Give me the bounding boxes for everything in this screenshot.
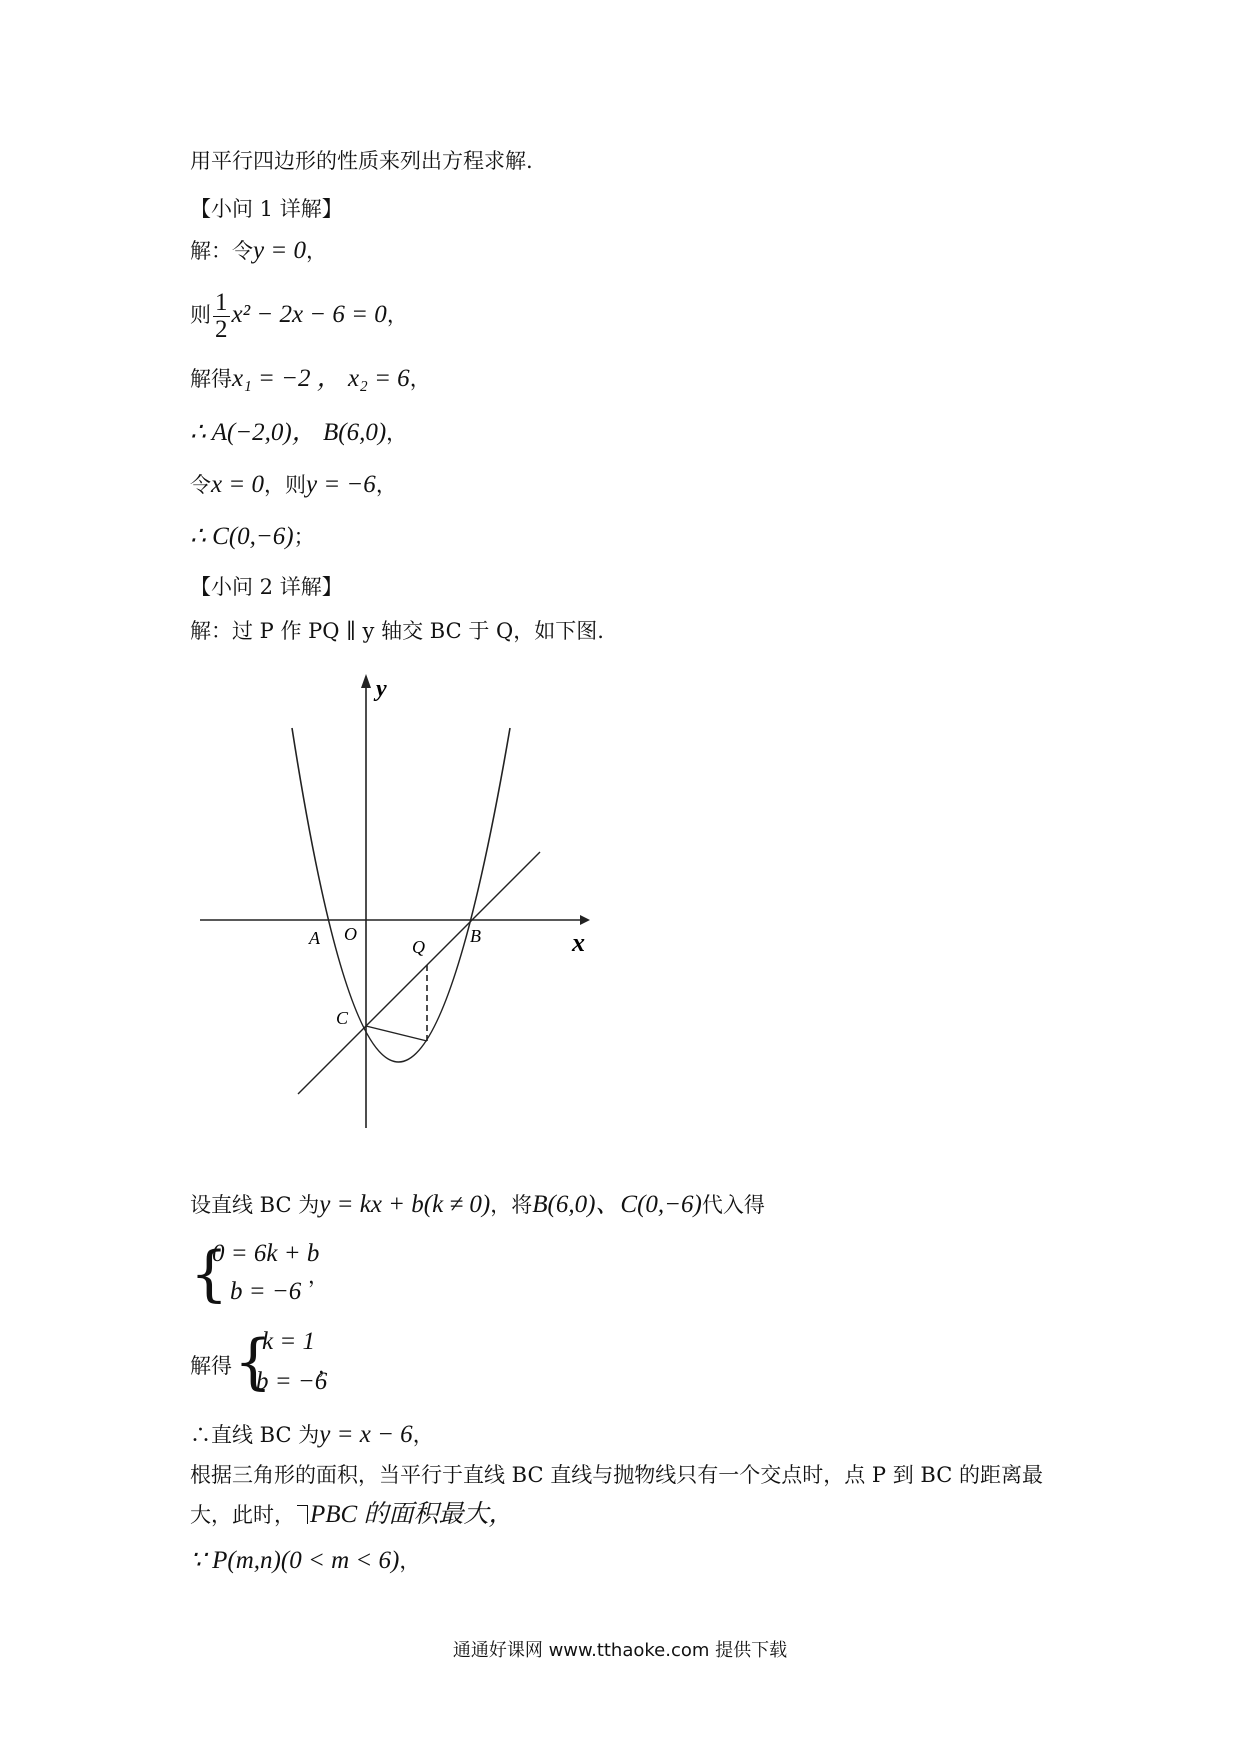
text-line: ∴ C(0,−6)； bbox=[190, 523, 315, 550]
equation-system-2: 解得 { k = 1 b = −6 ， bbox=[190, 1327, 339, 1397]
triangle-symbol bbox=[297, 1505, 308, 1524]
text-line: 解：令y = 0， bbox=[190, 237, 327, 264]
point-a-label: A bbox=[309, 928, 320, 948]
text-line: 用平行四边形的性质来列出方程求解. bbox=[190, 149, 533, 173]
line-bc bbox=[298, 852, 540, 1094]
y-axis-arrow bbox=[361, 674, 371, 688]
text-line: 令x = 0，则y = −6， bbox=[190, 471, 397, 498]
text-line: 根据三角形的面积，当平行于直线 BC 直线与抛物线只有一个交点时，点 P 到 BC 的距离最 bbox=[190, 1463, 1043, 1487]
x-axis-label: x bbox=[572, 928, 585, 957]
text-line: 解：过 P 作 PQ ∥ y 轴交 BC 于 Q，如下图. bbox=[190, 619, 604, 643]
equation-line: 则 $\frac{1}{2}$ x² − 2x − 6 = 0， bbox=[190, 289, 408, 343]
equation-system-1: { 0 = 6k + b b = −6 ， bbox=[190, 1239, 329, 1309]
text-line: 解得x₁ = −2 ， x₂ = 6， bbox=[190, 365, 431, 392]
x-axis-arrow bbox=[580, 915, 590, 925]
point-b-label: B bbox=[470, 926, 481, 946]
section-heading-1: 【小问 1 详解】 bbox=[190, 197, 343, 221]
text-line: 设直线 BC 为y = kx + b(k ≠ 0)，将B(6,0)、C(0,−6)代入得 bbox=[190, 1191, 765, 1218]
text-line: ∴ A(−2,0)， B(6,0)， bbox=[190, 419, 408, 446]
y-axis-label: y bbox=[376, 676, 387, 702]
page-footer: 通通好课网 www.tthaoke.com 提供下载 bbox=[452, 1640, 788, 1661]
parabola-figure bbox=[190, 668, 610, 1138]
text-line: ∴直线 BC 为y = x − 6， bbox=[190, 1421, 434, 1448]
text-line: 大，此时， PBC 的面积最大， bbox=[190, 1501, 514, 1528]
text-line: ∵ P(m,n)(0 < m < 6)， bbox=[190, 1547, 421, 1574]
parabola-curve bbox=[292, 728, 510, 1062]
fraction: $\frac{1}{2}$ bbox=[215, 289, 228, 343]
point-q-label: Q bbox=[412, 937, 425, 957]
section-heading-2: 【小问 2 详解】 bbox=[190, 575, 343, 599]
segment-cp bbox=[366, 1026, 427, 1041]
point-c-label: C bbox=[336, 1008, 349, 1028]
point-o-label: O bbox=[344, 924, 357, 944]
